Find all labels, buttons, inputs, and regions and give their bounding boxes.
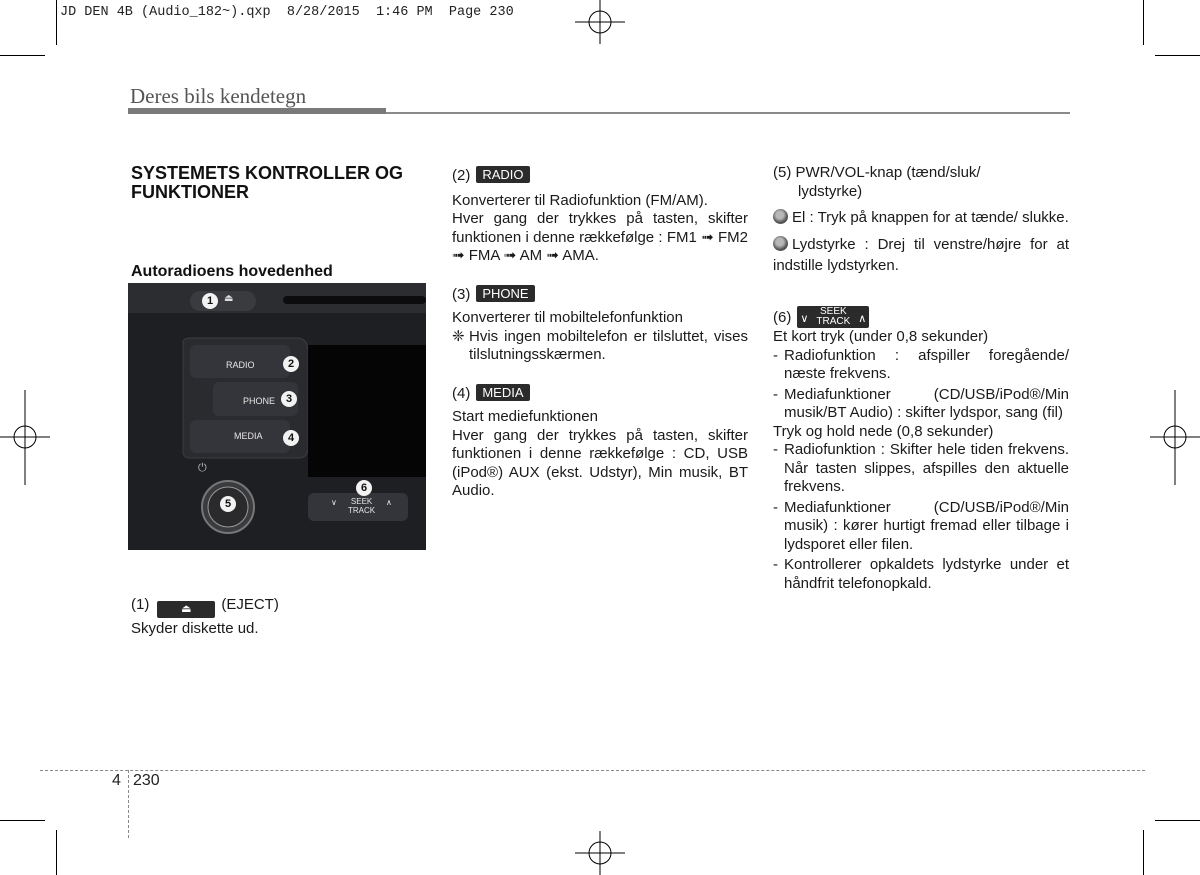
- column-2: [452, 166, 748, 501]
- eject-line: [131, 596, 421, 618]
- chevron-down-icon: ∨: [800, 313, 809, 325]
- radio-line1: Konverterer til Radiofunktion (FM/AM).: [452, 191, 708, 209]
- seek-tag-bottom: TRACK: [816, 316, 851, 327]
- pwr-heading: [773, 164, 1069, 183]
- seek-track-tag: [797, 306, 869, 328]
- pwr-vol-text: Lydstyrke : Drej til venstre/højre for at indstille lydstyrken.: [773, 236, 1069, 274]
- media-button-label: MEDIA: [234, 431, 263, 441]
- section-title: Deres bils kendetegn: [130, 84, 307, 108]
- radio-tag: RADIO: [476, 166, 529, 183]
- seek-track-label: [348, 497, 375, 515]
- volume-knob-icon: [773, 236, 788, 251]
- pwr-el-text: El : Tryk på knappen for at tænde/ slukke.: [792, 209, 1069, 226]
- header-rule-dark: [128, 108, 386, 114]
- phone-heading: [452, 285, 748, 305]
- footer-divider: [128, 770, 129, 838]
- seek-long-item-2: - Mediafunktioner (CD/USB/iPod®/Min musik) : kører hurtigt fremad eller tilbage i lydsporet eller filen.: [773, 499, 1069, 555]
- media-line2: Hver gang der trykkes på tasten, skifter funktionen i denne rækkefølge : CD, USB (iPod®) AUX (ekst. Udstyr), Min musik, BT Audio.: [452, 426, 748, 499]
- eject-desc: Skyder diskette ud.: [131, 620, 259, 637]
- phone-line1: Konverterer til mobiltelefonfunktion: [452, 309, 683, 326]
- callout-5: 5: [220, 496, 236, 512]
- radio-line2: Hver gang der trykkes på tasten, skifter funktionen i denne rækkefølge : FM1 ➟ FM2 ➟ FMA ➟ AM ➟ AMA.: [452, 210, 748, 264]
- media-heading: [452, 384, 748, 404]
- phone-button-label: PHONE: [243, 396, 276, 406]
- chevron-up-icon: ∧: [858, 313, 867, 325]
- track-label: TRACK: [348, 506, 376, 515]
- phone-note: [452, 328, 748, 365]
- svg-text:⏻: ⏻: [198, 461, 207, 474]
- seek-long: Tryk og hold nede (0,8 sekunder): [773, 422, 994, 440]
- seek-long-item-3: - Kontrollerer opkaldets lydstyrke under et håndfrit telefonopkald.: [773, 556, 1069, 593]
- print-header: JD DEN 4B (Audio_182~).qxp 8/28/2015 1:46 PM Page 230: [60, 5, 514, 20]
- power-knob-icon: [773, 209, 788, 224]
- eject-label: (EJECT): [221, 596, 279, 613]
- callout-6: 6: [356, 480, 372, 496]
- seek-label: SEEK: [350, 497, 373, 506]
- callout-2: 2: [283, 356, 299, 372]
- head-unit-photo: [128, 283, 426, 550]
- note-mark: ❈: [452, 327, 465, 345]
- media-line1: Start mediefunktionen: [452, 408, 598, 425]
- media-tag: MEDIA: [476, 384, 529, 401]
- eject-icon: ⏏: [157, 601, 215, 618]
- seek-short-item-2: - Mediafunktioner (CD/USB/iPod®/Min musik/BT Audio) : skifter lydspor, sang (fil): [773, 386, 1069, 423]
- pwr-vol: [773, 234, 1069, 276]
- pwr-title: PWR/VOL-knap (tænd/sluk/: [795, 164, 981, 181]
- seek-tag-top: SEEK: [820, 306, 847, 317]
- radio-num: (2): [452, 167, 471, 184]
- pwr-num: (5): [773, 164, 792, 181]
- phone-num: (3): [452, 285, 471, 303]
- column-3: [773, 164, 1069, 593]
- seek-num: (6): [773, 309, 792, 326]
- eject-num: (1): [131, 596, 150, 613]
- radio-heading: [452, 166, 748, 186]
- callout-1: 1: [202, 293, 218, 309]
- eject-icon: ⏏: [224, 293, 234, 304]
- phone-tag: PHONE: [476, 285, 534, 302]
- page-number: 230: [133, 772, 160, 789]
- chapter-number: 4: [112, 772, 121, 789]
- seek-short-item-1: - Radiofunktion : afspiller foregående/ næste frekvens.: [773, 347, 1069, 384]
- footer-rule: [40, 770, 1145, 771]
- media-num: (4): [452, 384, 471, 402]
- callout-3: 3: [281, 391, 297, 407]
- seek-short: Et kort tryk (under 0,8 sekunder): [773, 328, 989, 345]
- seek-heading: [773, 306, 1069, 328]
- subheading: Autoradioens hovedenhed: [131, 263, 333, 280]
- pwr-el: [773, 207, 1069, 228]
- chevron-up-icon: ∧: [386, 498, 392, 507]
- section-heading: SYSTEMETS KONTROLLER OG FUNKTIONER: [131, 163, 404, 202]
- radio-button-label: RADIO: [226, 360, 255, 370]
- pwr-title2: lydstyrke): [798, 182, 863, 200]
- header-rule: [386, 112, 1070, 114]
- phone-note-text: Hvis ingen mobiltelefon er tilsluttet, vises tilslutningsskærmen.: [469, 327, 748, 363]
- seek-long-item-1: - Radiofunktion : Skifter hele tiden frekvens. Når tasten slippes, afspilles den aktuelle frekvens.: [773, 441, 1069, 497]
- chevron-down-icon: ∨: [331, 498, 337, 507]
- callout-4: 4: [283, 430, 299, 446]
